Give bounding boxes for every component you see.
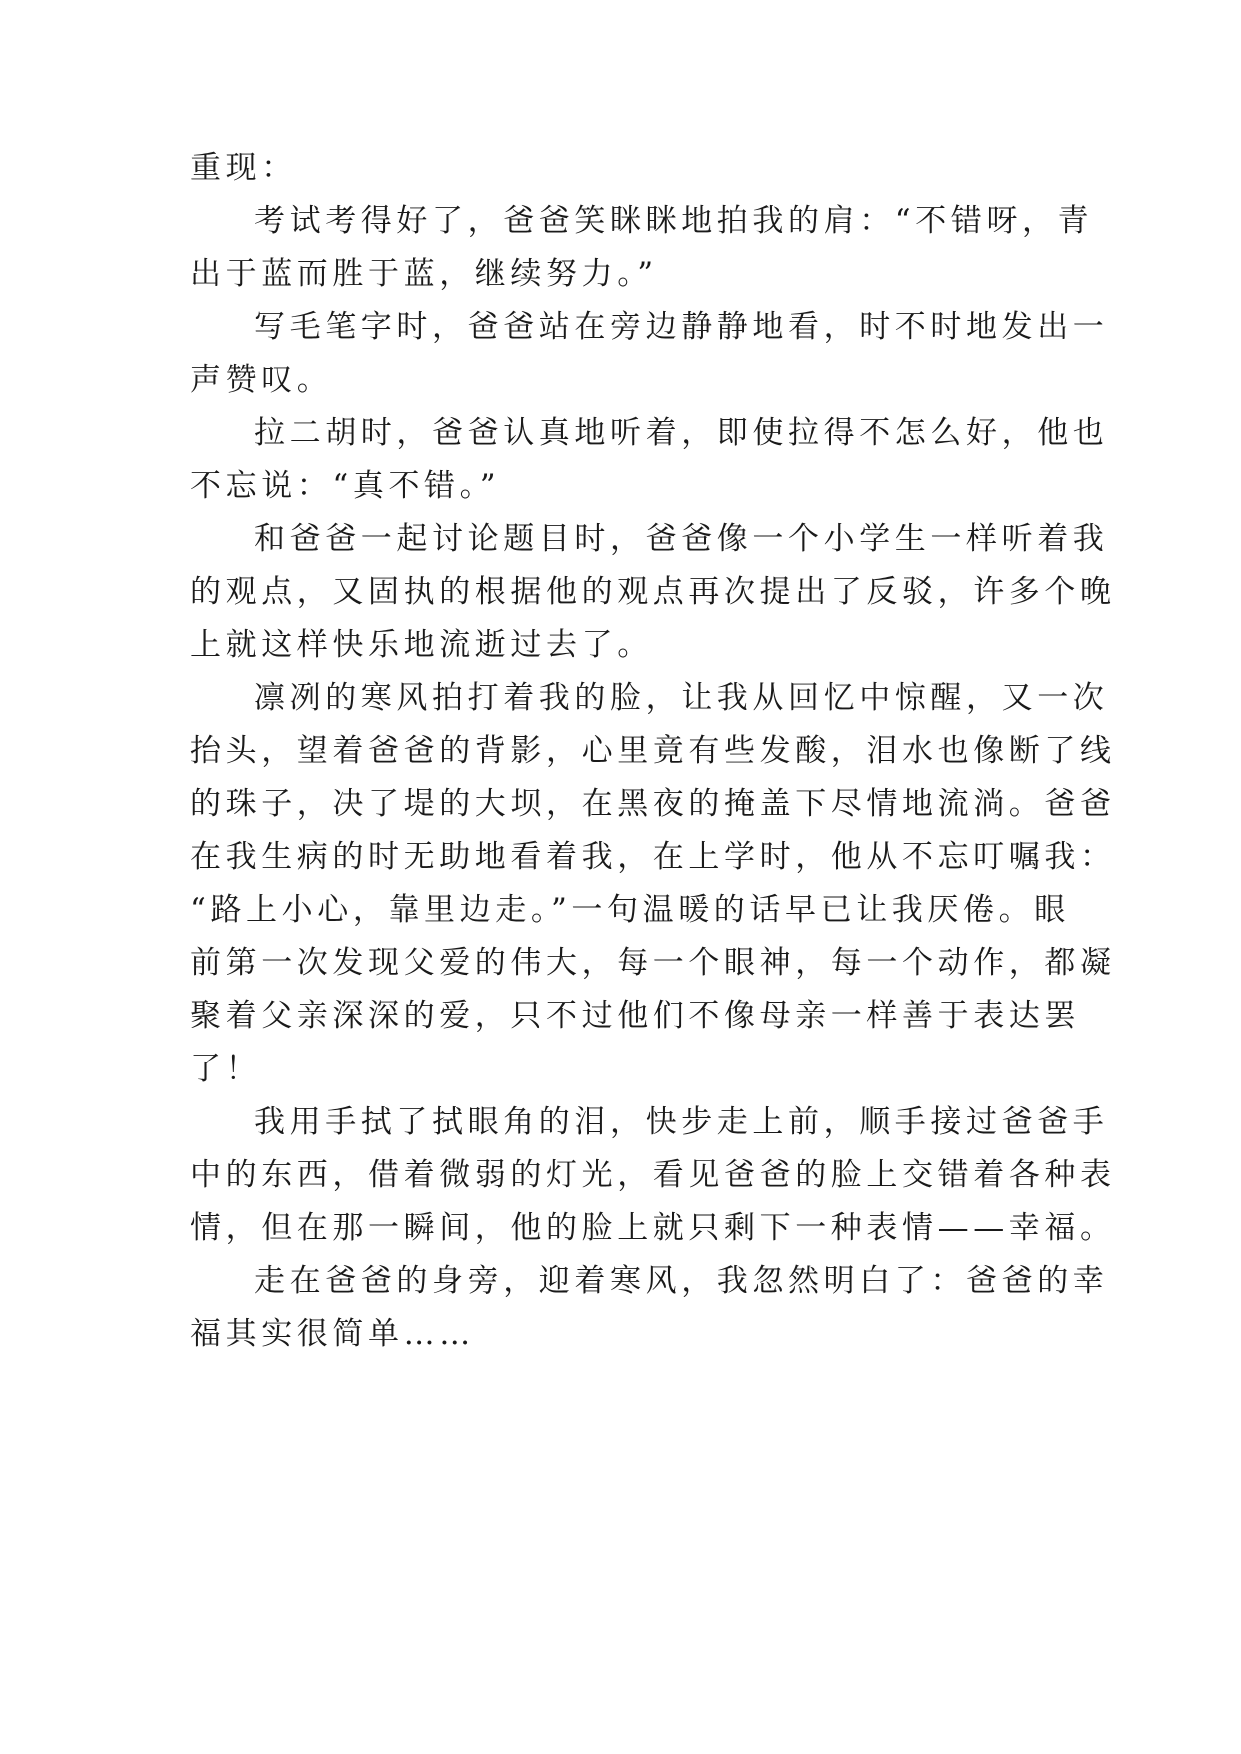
text-line: 不忘说：“真不错。” <box>190 468 501 504</box>
text-line: 重现： <box>190 150 297 186</box>
text-line: 出于蓝而胜于蓝，继续努力。” <box>190 256 658 292</box>
text-line: 我用手拭了拭眼角的泪，快步走上前，顺手接过爸爸手 <box>254 1104 1109 1140</box>
text-line: 福其实很简单…… <box>190 1316 475 1352</box>
text-line: 声赞叹。 <box>190 362 333 398</box>
text-line: 凛冽的寒风拍打着我的脸，让我从回忆中惊醒，又一次 <box>254 680 1109 716</box>
text-line: 考试考得好了，爸爸笑眯眯地拍我的肩：“不错呀，青 <box>254 203 1094 239</box>
text-line: “路上小心，靠里边走。”一句温暖的话早已让我厌倦。眼 <box>190 892 1070 928</box>
text-line: 上就这样快乐地流逝过去了。 <box>190 627 653 663</box>
text-line: 的珠子，决了堤的大坝，在黑夜的掩盖下尽情地流淌。爸爸 <box>190 786 1116 822</box>
text-line: 的观点，又固执的根据他的观点再次提出了反驳，许多个晚 <box>190 574 1116 610</box>
text-line: 和爸爸一起讨论题目时，爸爸像一个小学生一样听着我 <box>254 521 1109 557</box>
text-line: 拉二胡时，爸爸认真地听着，即使拉得不怎么好，他也 <box>254 415 1109 451</box>
text-line: 走在爸爸的身旁，迎着寒风，我忽然明白了：爸爸的幸 <box>254 1263 1109 1299</box>
text-line: 在我生病的时无助地看着我，在上学时，他从不忘叮嘱我： <box>190 839 1116 875</box>
text-line: 了！ <box>190 1051 262 1087</box>
text-line: 抬头，望着爸爸的背影，心里竟有些发酸，泪水也像断了线 <box>190 733 1116 769</box>
text-line: 写毛笔字时，爸爸站在旁边静静地看，时不时地发出一 <box>254 309 1109 345</box>
text-line: 中的东西，借着微弱的灯光，看见爸爸的脸上交错着各种表 <box>190 1157 1116 1193</box>
text-line: 前第一次发现父爱的伟大，每一个眼神，每一个动作，都凝 <box>190 945 1116 981</box>
text-line: 聚着父亲深深的爱，只不过他们不像母亲一样善于表达罢 <box>190 998 1080 1034</box>
text-line: 情，但在那一瞬间，他的脸上就只剩下一种表情——幸福。 <box>190 1210 1116 1246</box>
